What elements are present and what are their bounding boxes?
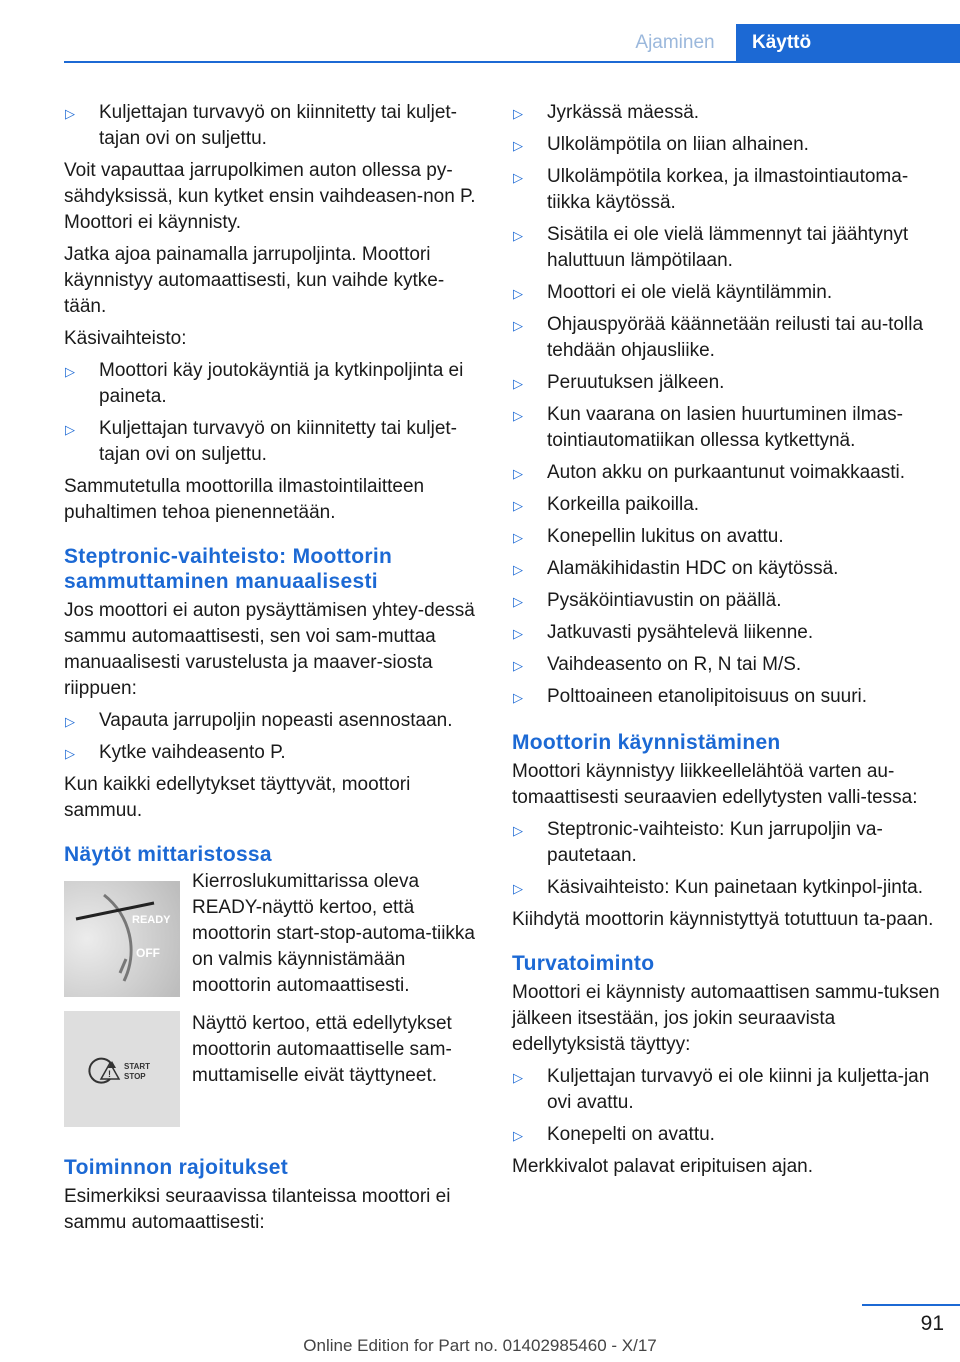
edition-footer: Online Edition for Part no. 01402985460 - X/17 xyxy=(303,1336,657,1355)
header-tabs xyxy=(0,24,960,62)
triangle-bullet-icon: ▷ xyxy=(513,562,523,577)
list-item: ▷ Sisätila ei ole vielä lämmennyt tai jäähtynyt haluttuun lämpötilaan. xyxy=(513,224,909,271)
start-label: START xyxy=(124,1062,151,1071)
list-item: ▷ Jatkuvasti pysähtelevä liikenne. xyxy=(512,620,940,646)
list-item: ▷ Ulkolämpötila korkea, ja ilmastointiautoma‐tiikka käytössä. xyxy=(513,166,909,213)
list-item: ▷ Kuljettajan turvavyö on kiinnitetty tai kuljet‐tajan ovi on suljettu. xyxy=(65,102,458,149)
ready-label: READY xyxy=(132,914,171,926)
paragraph: Kiihdytä moottorin käynnistyttyä totuttuun ta‐paan. xyxy=(512,909,934,930)
triangle-bullet-icon: ▷ xyxy=(513,626,523,641)
figure-caption: Näyttö kertoo, että edellytykset moottorin automaattiselle sam‐muttamiselle eivät täyttyneet. xyxy=(192,1013,452,1086)
triangle-bullet-icon: ▷ xyxy=(513,1128,523,1143)
triangle-bullet-icon: ▷ xyxy=(513,106,523,121)
triangle-bullet-icon: ▷ xyxy=(513,823,523,838)
list-item: ▷ Moottori käy joutokäyntiä ja kytkinpoljinta ei paineta. xyxy=(65,360,464,407)
list-item: ▷ Vaihdeasento on R, N tai M/S. xyxy=(512,652,940,678)
list-item: ▷ Korkeilla paikoilla. xyxy=(512,492,940,518)
figure-caption: Kierroslukumittarissa oleva READY-näyttö kertoo, että moottorin start-stop-automa‐tiikka on valmis käynnistämään moottorin automaattisesti. xyxy=(192,871,475,996)
list-item: ▷ Pysäköintiavustin on päällä. xyxy=(512,588,940,614)
paragraph: Käsivaihteisto: xyxy=(64,328,187,349)
list-item: ▷ Moottori ei ole vielä käyntilämmin. xyxy=(512,280,940,306)
paragraph: Merkkivalot palavat eripituisen ajan. xyxy=(512,1156,813,1177)
triangle-bullet-icon: ▷ xyxy=(513,228,523,243)
triangle-bullet-icon: ▷ xyxy=(513,594,523,609)
list-item: ▷ Auton akku on purkaantunut voimakkaasti. xyxy=(512,460,940,486)
triangle-bullet-icon: ▷ xyxy=(513,530,523,545)
tab-kaytto[interactable]: Käyttö xyxy=(736,24,960,62)
figure-ready-display xyxy=(64,869,484,999)
start-stop-warning-image xyxy=(64,1011,180,1127)
paragraph: Kun kaikki edellytykset täyttyvät, moottori sammuu. xyxy=(64,774,411,821)
triangle-bullet-icon: ▷ xyxy=(513,138,523,153)
list-item: ▷ Ohjauspyörää käännetään reilusti tai au‐tolla tehdään ohjausliike. xyxy=(513,314,924,361)
paragraph: Jatka ajoa painamalla jarrupoljinta. Moottori käynnistyy automaattisesti, kun vaihde kytke‐tään. xyxy=(64,244,445,317)
figure-start-stop-warning xyxy=(64,1011,484,1127)
list-item: ▷ Kuljettajan turvavyö on kiinnitetty tai kuljet‐tajan ovi on suljettu. xyxy=(65,418,458,465)
triangle-bullet-icon: ▷ xyxy=(513,1070,523,1085)
triangle-bullet-icon: ▷ xyxy=(513,376,523,391)
list-item: ▷ Vapauta jarrupoljin nopeasti asennostaan. xyxy=(64,708,484,734)
ready-gauge-image xyxy=(64,881,180,997)
triangle-bullet-icon: ▷ xyxy=(65,106,75,121)
svg-text:!: ! xyxy=(108,1069,111,1079)
list-item: ▷ Alamäkihidastin HDC on käytössä. xyxy=(512,556,940,582)
list-item: ▷ Steptronic-vaihteisto: Kun jarrupoljin va‐pautetaan. xyxy=(513,819,883,866)
triangle-bullet-icon: ▷ xyxy=(513,170,523,185)
triangle-bullet-icon: ▷ xyxy=(65,714,75,729)
header-divider xyxy=(64,61,960,63)
paragraph: Jos moottori ei auton pysäyttämisen yhtey‐dessä sammu automaattisesti, sen voi sam‐muttaa manuaalisesti varustelusta ja maaver‐siosta riippuen: xyxy=(64,600,475,699)
list-item: ▷ Ulkolämpötila on liian alhainen. xyxy=(512,132,940,158)
triangle-bullet-icon: ▷ xyxy=(513,286,523,301)
paragraph: Sammutetulla moottorilla ilmastointilaitteen puhaltimen tehoa pienennetään. xyxy=(64,476,425,523)
triangle-bullet-icon: ▷ xyxy=(513,690,523,705)
list-item: ▷ Polttoaineen etanolipitoisuus on suuri. xyxy=(512,684,940,710)
start-stop-warning-icon xyxy=(64,1011,180,1127)
limitations-list xyxy=(512,100,940,710)
paragraph: Moottori käynnistyy liikkeellelähtöä varten au‐tomaattisesti seuraavien edellytysten valli‐tessa: xyxy=(512,761,918,808)
list-item: ▷ Konepelti on avattu. xyxy=(512,1122,940,1148)
triangle-bullet-icon: ▷ xyxy=(65,364,75,379)
triangle-bullet-icon: ▷ xyxy=(513,498,523,513)
triangle-bullet-icon: ▷ xyxy=(65,746,75,761)
page-number: 91 xyxy=(920,1312,944,1335)
footer-divider xyxy=(862,1304,960,1306)
heading-steptronic: Steptronic-vaihteisto: Moottorin sammuttaminen manuaalisesti xyxy=(64,545,393,593)
off-label: OFF xyxy=(136,946,160,960)
heading-rajoitukset: Toiminnon rajoitukset xyxy=(64,1156,289,1179)
triangle-bullet-icon: ▷ xyxy=(65,422,75,437)
left-column xyxy=(64,100,484,1242)
list-item: ▷ Kun vaarana on lasien huurtuminen ilmas‐tointiautomatiikan ollessa kytkettynä. xyxy=(513,404,903,451)
triangle-bullet-icon: ▷ xyxy=(513,408,523,423)
triangle-bullet-icon: ▷ xyxy=(513,658,523,673)
list-item: ▷ Konepellin lukitus on avattu. xyxy=(512,524,940,550)
list-item: ▷ Peruutuksen jälkeen. xyxy=(512,370,940,396)
list-item: ▷ Kytke vaihdeasento P. xyxy=(64,740,484,766)
paragraph: Voit vapauttaa jarrupolkimen auton ollessa py‐sähdyksissä, kun kytket ensin vaihdeasen‐non P. Moottori ei käynnisty. xyxy=(64,160,476,233)
list-item: ▷ Jyrkässä mäessä. xyxy=(512,100,940,126)
right-column xyxy=(512,100,940,1186)
triangle-bullet-icon: ▷ xyxy=(513,881,523,896)
triangle-bullet-icon: ▷ xyxy=(513,318,523,333)
heading-turvatoiminto: Turvatoiminto xyxy=(512,952,655,975)
heading-naytot: Näytöt mittaristossa xyxy=(64,843,272,866)
paragraph: Esimerkiksi seuraavissa tilanteissa moottori ei sammu automaattisesti: xyxy=(64,1186,451,1233)
tachometer-icon xyxy=(64,881,180,997)
paragraph: Moottori ei käynnisty automaattisen sammu‐tuksen jälkeen itsestään, jos jokin seuraavista edellytyksistä täyttyy: xyxy=(512,982,940,1055)
list-item: ▷ Käsivaihteisto: Kun painetaan kytkinpol‐jinta. xyxy=(512,875,940,901)
list-item: ▷ Kuljettajan turvavyö ei ole kiinni ja kuljetta‐jan ovi avattu. xyxy=(513,1066,930,1113)
stop-label: STOP xyxy=(124,1072,146,1081)
tab-ajaminen[interactable]: Ajaminen xyxy=(635,32,715,53)
heading-kaynnistaminen: Moottorin käynnistäminen xyxy=(512,731,781,754)
triangle-bullet-icon: ▷ xyxy=(513,466,523,481)
